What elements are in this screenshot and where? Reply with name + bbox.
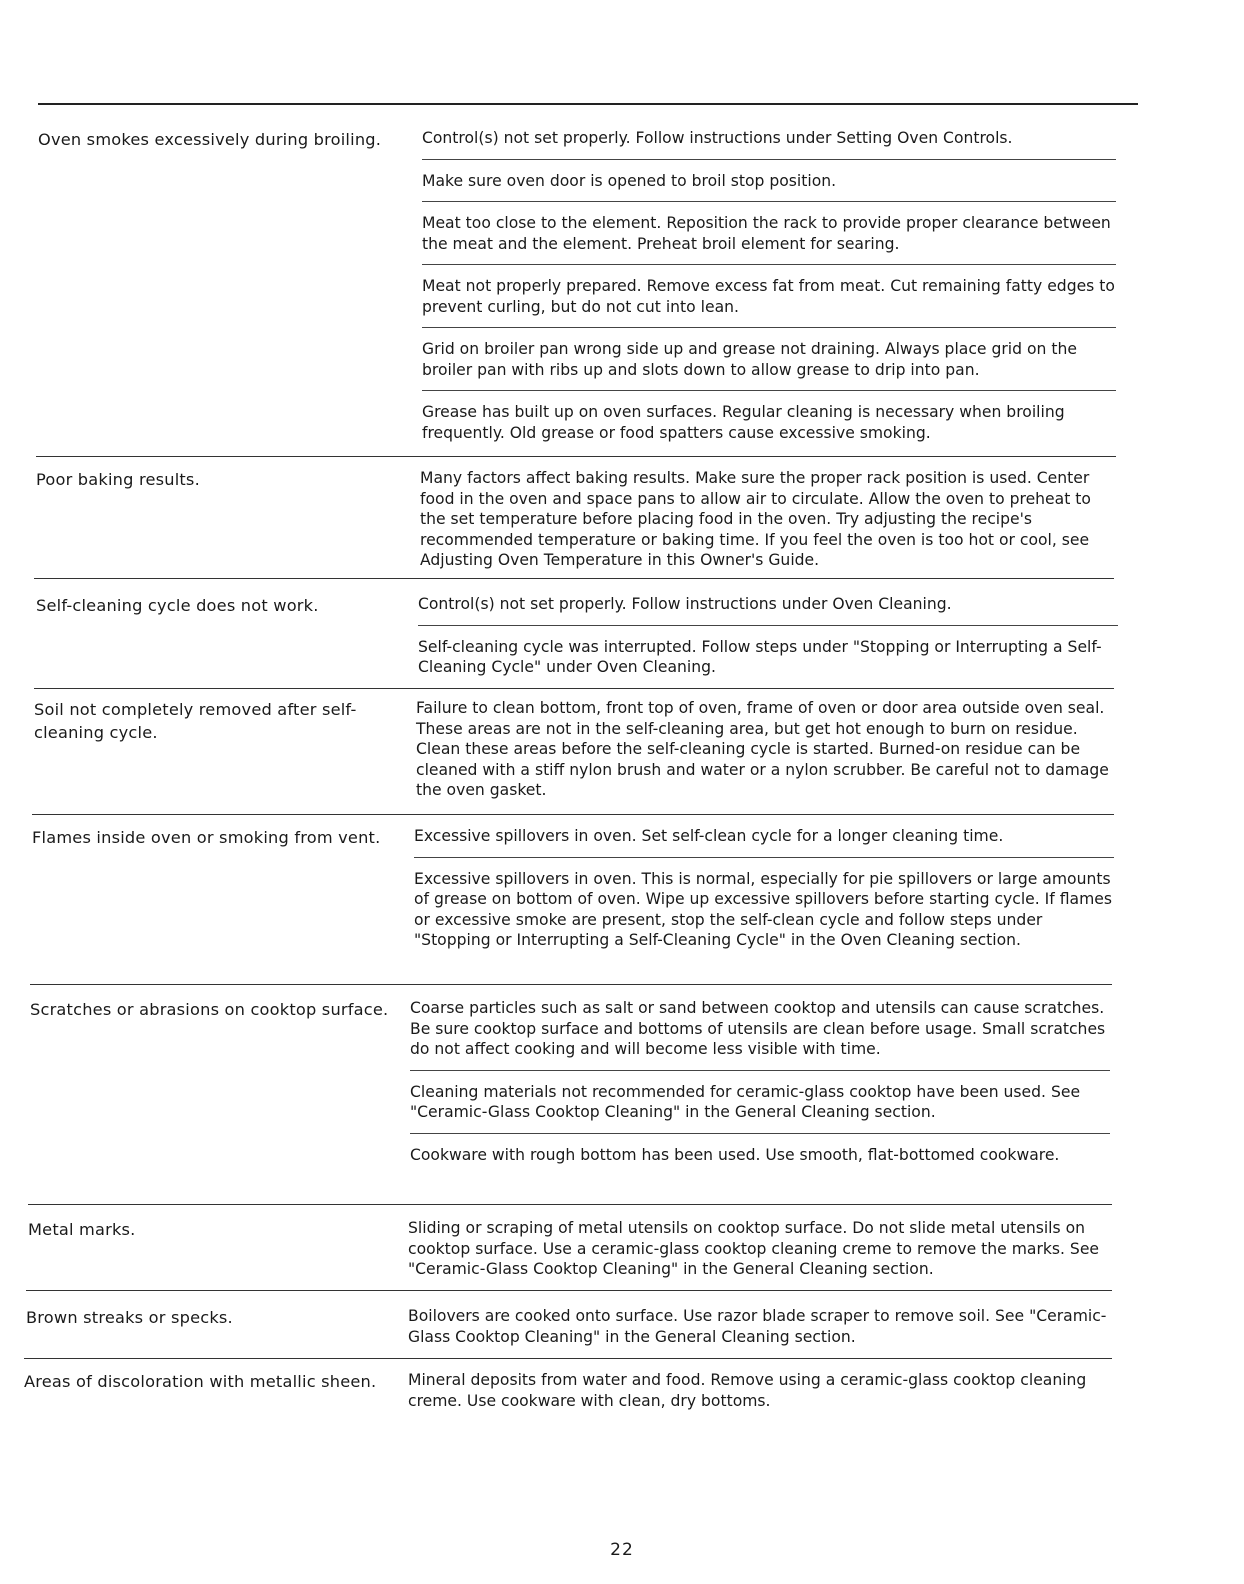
solution-text: Sliding or scraping of metal utensils on cooktop surface. Do not slide metal utensils on cooktop surface. Use a ceramic-glass cooktop cleaning creme to remove the marks. See "Ceramic-Glass Cooktop Cleaning" in the General Cleaning section.: [408, 1219, 1100, 1278]
solution-text: Mineral deposits from water and food. Remove using a ceramic-glass cooktop cleaning creme. Use cookware with clean, dry bottoms.: [408, 1371, 1087, 1410]
problem-text: Poor baking results.: [36, 470, 200, 489]
problem-text: Metal marks.: [28, 1220, 136, 1239]
row-divider: [28, 1204, 1112, 1205]
problem-text: Soil not completely removed after self-cleaning cycle.: [34, 700, 357, 742]
solution-text: Cleaning materials not recommended for ceramic-glass cooktop have been used. See "Ceramic-Glass Cooktop Cleaning" in the General Cleaning section.: [410, 1082, 1110, 1123]
problem-text: Areas of discoloration with metallic sheen.: [24, 1372, 377, 1391]
solution-text: Excessive spillovers in oven. This is normal, especially for pie spillovers or large amounts of grease on bottom of oven. Wipe up excessive spillovers before starting cycle. If flames or excessive smoke are present, stop the self-clean cycle and follow steps under "Stopping or Interrupting a Self-Cleaning Cycle" in the Oven Cleaning section.: [414, 869, 1113, 949]
solution-text: Meat too close to the element. Reposition the rack to provide proper clearance between the meat and the element. Preheat broil element for searing.: [422, 213, 1116, 254]
solution-text: Excessive spillovers in oven. Set self-clean cycle for a longer cleaning time.: [414, 827, 1004, 845]
solutions-list: [416, 698, 1116, 801]
solution-text: Make sure oven door is opened to broil stop position.: [422, 171, 1116, 192]
solution-text: Cookware with rough bottom has been used. Use smooth, flat-bottomed cookware.: [410, 1145, 1110, 1166]
solutions-list: [408, 1306, 1108, 1347]
solution-text: Grease has built up on oven surfaces. Regular cleaning is necessary when broiling frequently. Old grease or food spatters cause excessive smoking.: [422, 402, 1116, 443]
problem-text: Scratches or abrasions on cooktop surface.: [30, 1000, 389, 1019]
solution-text: Boilovers are cooked onto surface. Use razor blade scraper to remove soil. See "Ceramic-Glass Cooktop Cleaning" in the General Cleaning section.: [408, 1307, 1107, 1346]
solutions-list: [418, 594, 1118, 678]
row-divider: [32, 814, 1114, 815]
solution-text: Failure to clean bottom, front top of oven, frame of oven or door area outside oven seal. These areas are not in the self-cleaning area, but get hot enough to burn on residue. Clean these areas before the self-cleaning cycle is started. Burned-on residue can be cleaned with a stiff nylon brush and water or a nylon scrubber. Be careful not to damage the oven gasket.: [416, 699, 1109, 799]
solution-text: Meat not properly prepared. Remove excess fat from meat. Cut remaining fatty edges to prevent curling, but do not cut into lean.: [422, 277, 1115, 316]
problem-text: Flames inside oven or smoking from vent.: [32, 828, 381, 847]
row-divider: [30, 984, 1112, 985]
solutions-list: [410, 998, 1110, 1165]
solutions-list: [408, 1370, 1088, 1411]
solution-text: Self-cleaning cycle was interrupted. Follow steps under "Stopping or Interrupting a Self-Cleaning Cycle" under Oven Cleaning.: [418, 637, 1118, 678]
solution-text: Many factors affect baking results. Make sure the proper rack position is used. Center food in the oven and space pans to allow air to circulate. Allow the oven to preheat to the set temperature before placing food in the oven. Try adjusting the recipe's recommended temperature or baking time. If you feel the oven is too hot or cool, see Adjusting Oven Temperature in this Owner's Guide.: [420, 469, 1091, 569]
solution-text: Control(s) not set properly. Follow instructions under Oven Cleaning.: [418, 595, 952, 613]
solution-text: Grid on broiler pan wrong side up and grease not draining. Always place grid on the broiler pan with ribs up and slots down to allow grease to drip into pan.: [422, 339, 1116, 380]
solutions-list: [422, 128, 1116, 443]
solution-text: Control(s) not set properly. Follow instructions under Setting Oven Controls.: [422, 129, 1013, 147]
page-number: 22: [610, 1540, 634, 1560]
row-divider: [34, 688, 1114, 689]
solutions-list: [420, 468, 1118, 571]
solutions-list: [408, 1218, 1110, 1280]
top-rule: [38, 103, 1138, 105]
solution-text: Coarse particles such as salt or sand between cooktop and utensils can cause scratches. Be sure cooktop surface and bottoms of utensils are clean before usage. Small scratches do not affect cooking and will become less visible with time.: [410, 999, 1106, 1058]
row-divider: [24, 1358, 1112, 1359]
row-divider: [36, 456, 1116, 457]
row-divider: [26, 1290, 1112, 1291]
problem-text: Self-cleaning cycle does not work.: [36, 596, 319, 615]
problem-text: Oven smokes excessively during broiling.: [38, 130, 382, 149]
problem-text: Brown streaks or specks.: [26, 1308, 233, 1327]
row-divider: [34, 578, 1114, 579]
solutions-list: [414, 826, 1114, 951]
